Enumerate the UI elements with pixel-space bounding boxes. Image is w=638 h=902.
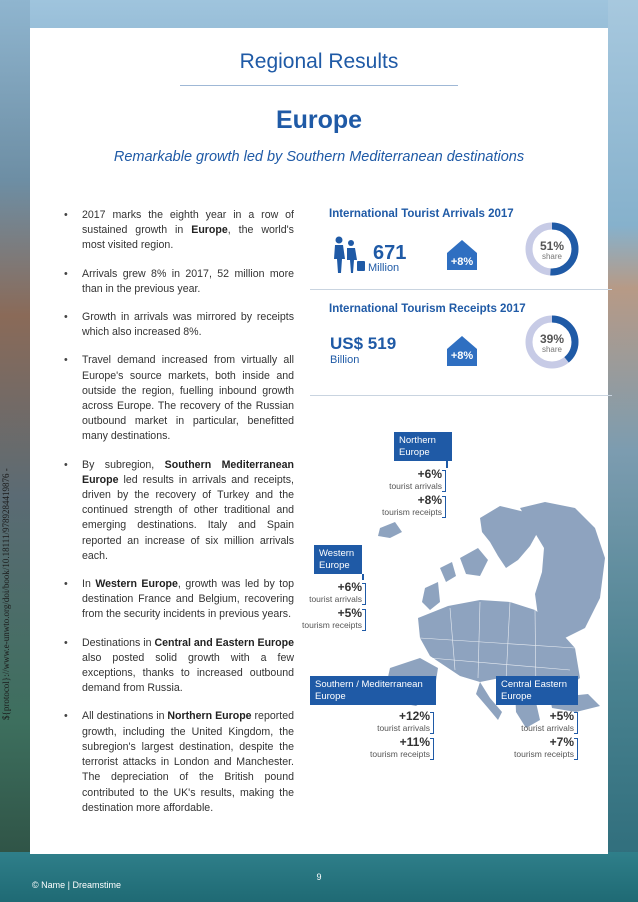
bullet-text: Destinations in [82, 636, 155, 649]
bullet-emphasis: Southern Mediterranean Europe [82, 458, 294, 486]
receipts-heading: International Tourism Receipts 2017 [329, 303, 526, 315]
central-arrivals-bracket [574, 712, 578, 734]
receipts-unit: Billion [330, 354, 360, 366]
southern-europe-label [310, 676, 436, 705]
arrivals-share-label: share [541, 252, 562, 261]
northern-receipts-bracket [442, 496, 446, 518]
receipts-value: US$ 519 [330, 334, 397, 353]
western-receipts-stat [284, 607, 362, 630]
central-receipts-bracket [574, 738, 578, 760]
northern-connector [446, 460, 448, 468]
northern-arrivals-stat [360, 468, 442, 491]
northern-europe-name-line2: Europe [399, 446, 430, 458]
northern-arrivals-desc: tourist arrivals [389, 481, 442, 491]
region-title: Europe [275, 106, 363, 134]
bullet-item [64, 267, 294, 297]
bullet-text-tail: , growth was led by top destination France and Belgium, recovering from the security incidents in previous years. [82, 578, 294, 621]
bullet-text: By subregion, [82, 458, 165, 471]
receipts-growth: +8% [450, 350, 474, 362]
western-connector [362, 574, 364, 580]
bullet-text: 2017 marks the eighth year in a row of sustained growth in [82, 209, 294, 237]
central-receipts-desc: tourism receipts [514, 749, 574, 759]
bullet-item [64, 577, 294, 623]
southern-europe-name-line2: Europe [315, 690, 346, 702]
page-number: 9 [316, 872, 322, 882]
subtitle: Remarkable growth led by Southern Mediterranean destinations [113, 149, 525, 165]
bullet-emphasis: Central and Eastern Europe [154, 636, 294, 649]
receipts-share-percent: 39% [539, 332, 565, 346]
photo-credit: © Name | Dreamstime [32, 880, 121, 890]
content-panel [30, 28, 608, 854]
bullet-text: All destinations in [82, 710, 168, 723]
western-arrivals-stat [284, 581, 362, 604]
northern-receipts-desc: tourism receipts [382, 507, 442, 517]
northern-europe-name: Northern [399, 435, 436, 446]
northern-receipts-value: +8% [417, 493, 442, 507]
southern-receipts-bracket [430, 738, 434, 760]
section-title: Regional Results [239, 50, 399, 73]
central-arrivals-value: +5% [549, 709, 574, 723]
central-arrivals-stat [494, 710, 574, 733]
western-arrivals-value: +6% [337, 580, 362, 594]
receipts-share-label: share [541, 345, 562, 354]
southern-receipts-desc: tourism receipts [370, 749, 430, 759]
bullet-item [64, 458, 294, 564]
southern-arrivals-bracket [430, 712, 434, 734]
bullet-text: Arrivals grew 8% in 2017, 52 million more than in the previous year. [82, 267, 294, 295]
arrivals-value: 671 [373, 242, 407, 264]
arrivals-unit: Million [368, 262, 400, 274]
western-arrivals-desc: tourist arrivals [309, 594, 362, 604]
bullet-list [64, 208, 294, 829]
bullet-emphasis: Western Europe [95, 578, 178, 591]
southern-arrivals-value: +12% [398, 709, 430, 723]
kpi-divider-bottom [310, 395, 612, 396]
kpi-divider [310, 289, 612, 290]
bullet-text-tail: led results in arrivals and receipts, driven by the recovery of Turkey and the continued strength of other traditional and emerging destinations. Italy and Spain reported an increase of six million arrivals each. [82, 473, 294, 562]
bullet-text: In [82, 578, 96, 591]
doi-watermark: ${protocol}://www.e-unwto.org/doi/book/10.18111/9789284419876 - [1, 468, 11, 720]
arrivals-heading: International Tourist Arrivals 2017 [329, 208, 514, 220]
central-eastern-europe-label [496, 676, 578, 705]
bullet-item [64, 636, 294, 697]
bullet-item [64, 709, 294, 815]
northern-receipts-stat [360, 494, 442, 517]
bullet-item [64, 310, 294, 340]
bullet-text: Growth in arrivals was mirrored by receipts which also increased 8%. [82, 311, 294, 339]
bullet-text-tail: reported growth, including the United Kingdom, the subregion's largest destination, despite the terrorist attacks in London and Manchester. The depreciation of the British pound contributed to the UK's results, making the destination more affordable. [82, 710, 294, 814]
bullet-text: Travel demand increased from virtually all Europe's source markets, both inside and outside the region, fuelling inbound growth across Europe. The recovery of the Russian outbound market in particular, benefitted many destinations. [82, 354, 294, 443]
western-receipts-value: +5% [337, 606, 362, 620]
bullet-item [64, 353, 294, 444]
northern-europe-label [394, 432, 452, 461]
western-europe-name-line2: Europe [319, 559, 350, 571]
background-photo-left [0, 0, 30, 902]
western-arrivals-bracket [362, 583, 366, 605]
bullet-text-tail: also posted solid growth with a few exceptions, thanks to increased outbound demand from Russia. [82, 651, 294, 695]
bullet-emphasis: Northern Europe [167, 710, 252, 723]
central-arrivals-desc: tourist arrivals [521, 723, 574, 733]
northern-arrivals-bracket [442, 470, 446, 492]
southern-receipts-stat [350, 736, 430, 759]
central-receipts-value: +7% [549, 735, 574, 749]
southern-europe-name: Southern / Mediterranean [315, 679, 423, 690]
bullet-text-tail: , the world's most visited region. [82, 224, 294, 252]
bullet-emphasis: Europe [191, 224, 228, 237]
bullet-item [64, 208, 294, 254]
western-europe-name: Western [319, 548, 355, 559]
central-eastern-europe-name-line2: Europe [501, 690, 532, 702]
southern-arrivals-desc: tourist arrivals [377, 723, 430, 733]
southern-receipts-value: +11% [399, 735, 430, 749]
arrivals-growth: +8% [450, 256, 474, 268]
western-receipts-bracket [362, 609, 366, 631]
southern-arrivals-stat [350, 710, 430, 733]
western-europe-label [314, 545, 362, 574]
title-divider [180, 85, 458, 86]
central-receipts-stat [494, 736, 574, 759]
western-receipts-desc: tourism receipts [302, 620, 362, 630]
tourists-icon [330, 235, 366, 275]
arrivals-share-percent: 51% [539, 239, 565, 253]
central-eastern-europe-name: Central Eastern [501, 679, 568, 690]
background-photo-right [608, 0, 638, 902]
northern-arrivals-value: +6% [417, 467, 442, 481]
